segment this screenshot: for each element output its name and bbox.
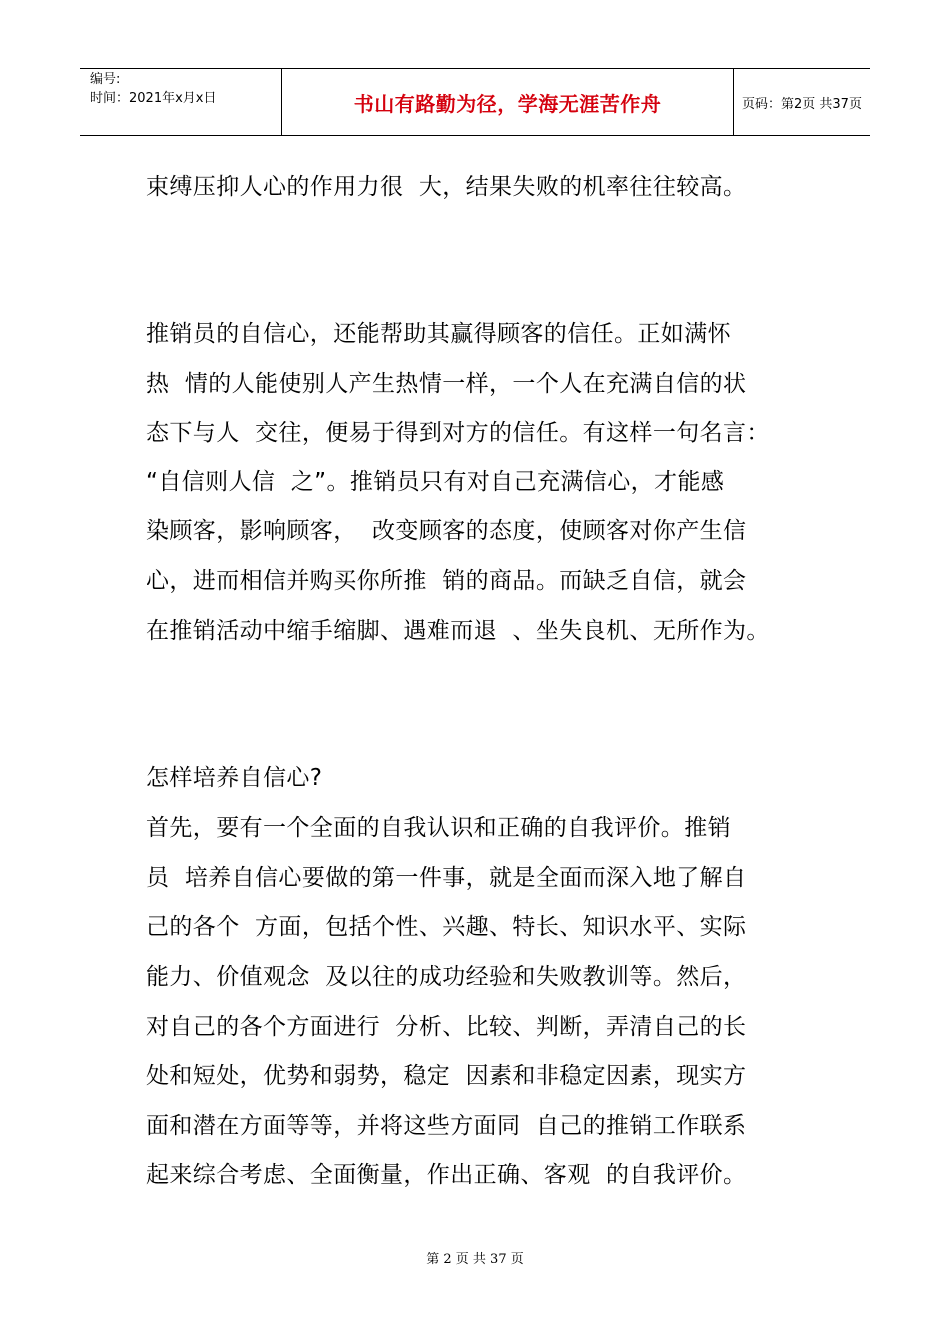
paragraph-line: 己的各个 方面，包括个性、兴趣、特长、知识水平、实际 <box>146 914 747 940</box>
document-header <box>80 68 870 136</box>
page-footer: 第 2 页 共 37 页 <box>426 1252 524 1267</box>
paragraph-line: 处和短处，优势和弱势，稳定 因素和非稳定因素，现实方 <box>146 1063 747 1089</box>
paragraph-line: 束缚压抑人心的作用力很 大，结果失败的机率往往较高。 <box>146 174 747 200</box>
paragraph-line: 热 情的人能使别人产生热情一样，一个人在充满自信的状 <box>146 371 747 397</box>
header-page-cell <box>734 69 870 135</box>
paragraph-line: “自信则人信 之”。推销员只有对自己充满信心，才能感 <box>146 469 725 495</box>
paragraph-line: 员 培养自信心要做的第一件事，就是全面而深入地了解自 <box>146 865 747 891</box>
paragraph-line: 能力、价值观念 及以往的成功经验和失败教训等。然后， <box>146 964 747 990</box>
header-motto-cell <box>281 69 734 135</box>
paragraph-line: 染顾客，影响顾客， 改变顾客的态度，使顾客对你产生信 <box>146 518 747 544</box>
paragraph-line: 态下与人 交往，便易于得到对方的信任。有这样一句名言： <box>146 420 770 446</box>
paragraph-line: 面和潜在方面等等，并将这些方面同 自己的推销工作联系 <box>146 1113 747 1139</box>
motto-text: 书山有路勤为径，学海无涯苦作舟 <box>353 91 662 116</box>
paragraph-line: 起来综合考虑、全面衡量，作出正确、客观 的自我评价。 <box>146 1162 747 1188</box>
paragraph-line: 首先，要有一个全面的自我认识和正确的自我评价。推销 <box>146 815 731 841</box>
document-date-label: 时间：2021年x月x日 <box>90 91 217 106</box>
document-number-label: 编号: <box>90 72 121 87</box>
header-meta-cell <box>80 69 281 135</box>
paragraph-line: 对自己的各个方面进行 分析、比较、判断，弄清自己的长 <box>146 1014 747 1040</box>
paragraph-line: 推销员的自信心，还能帮助其赢得顾客的信任。正如满怀 <box>146 321 731 347</box>
paragraph-line: 在推销活动中缩手缩脚、遇难而退 、坐失良机、无所作为。 <box>146 618 770 644</box>
page-number-label: 页码：第2页 共37页 <box>742 96 862 112</box>
section-heading: 怎样培养自信心? <box>146 765 323 791</box>
paragraph-line: 心，进而相信并购买你所推 销的商品。而缺乏自信，就会 <box>146 568 747 594</box>
